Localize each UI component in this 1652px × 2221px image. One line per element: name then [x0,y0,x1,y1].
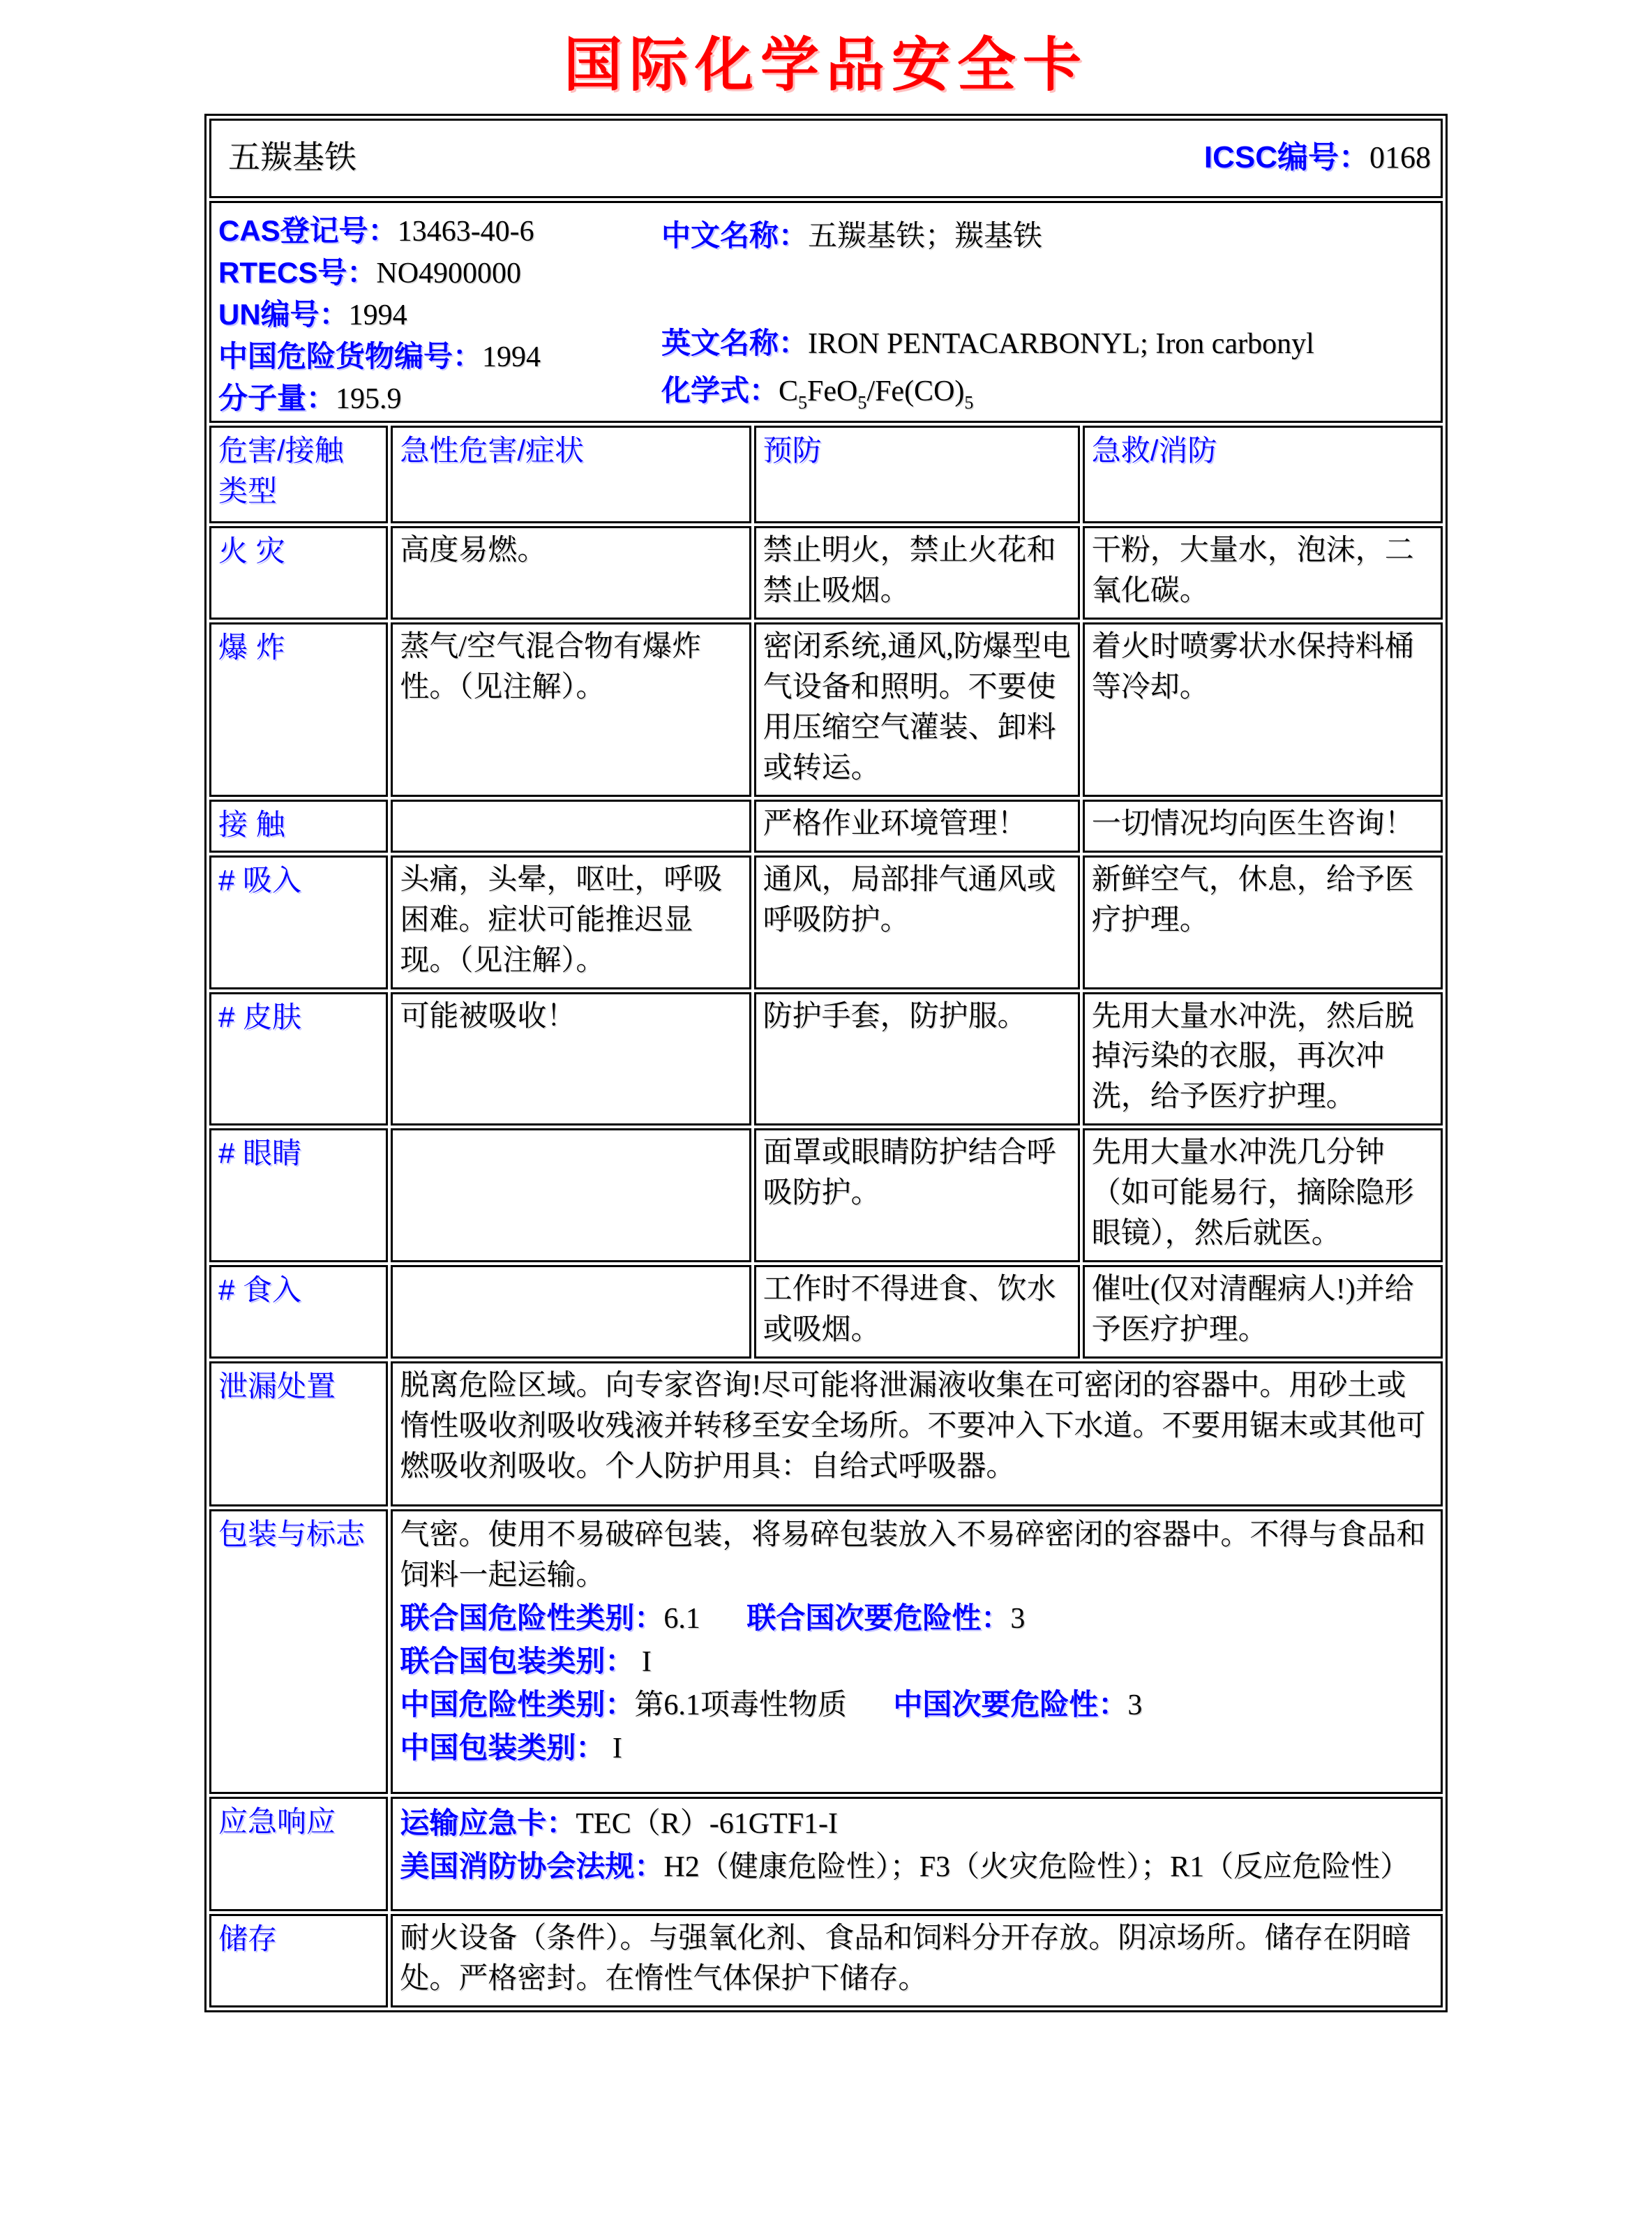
row-ingestion-symptom [391,1265,751,1359]
molecular-weight-value: 195.9 [336,383,402,415]
row-skin-label: # 皮肤 [209,992,388,1126]
transport-emergency-card-value: TEC（R）-61GTF1-I [576,1808,839,1841]
nfpa-code-label: 美国消防协会法规： [400,1850,664,1883]
row-explosion-prevention: 密闭系统,通风,防爆型电气设备和照明。不要使用压缩空气灌装、卸料或转运。 [754,622,1080,797]
chemical-formula-value: $C_5FeO_5/Fe(CO)_5$ [779,375,974,413]
icsc-number-label: ICSC编号： [1203,140,1369,174]
identifiers-block [209,201,1443,423]
row-explosion-response: 着火时喷雾状水保持料桶等冷却。 [1083,622,1443,797]
row-eyes [209,1128,1443,1262]
chemical-formula-row [661,368,973,414]
row-storage-label: 储存 [209,1914,388,2007]
transport-emergency-card [400,1808,838,1840]
row-spill-disposal-label: 泄漏处置 [209,1361,388,1506]
row-inhalation-response: 新鲜空气，休息，给予医疗护理。 [1083,855,1443,989]
row-emergency-response [209,1797,1443,1911]
header-first-aid: 急救/消防 [1083,426,1443,523]
row-spill-disposal-text: 脱离危险区域。向专家咨询!尽可能将泄漏液收集在可密闭的容器中。用砂土或惰性吸收剂吸收残液并转移至安全场所。不要冲入下水道。不要用锯末或其他可燃吸收剂吸收。个人防护用具：自给式呼吸器。 [391,1361,1443,1506]
china-hazard-class [400,1689,847,1721]
chinese-name-label: 中文名称： [661,219,809,252]
nfpa-code-line [400,1846,1434,1888]
china-subsidiary-risk-label: 中国次要危险性： [893,1687,1128,1721]
china-subsidiary-risk-value: 3 [1127,1689,1143,1721]
header-hazard-type-line2: 类型 [218,474,278,507]
cas-number-value: 13463-40-6 [397,216,534,248]
row-inhalation-symptom: 头痛，头晕，呕吐，呼吸困难。症状可能推迟显现。（见注解）。 [391,855,751,989]
row-inhalation [209,855,1443,989]
rtecs-number-label: RTECS号： [218,256,377,289]
row-packaging-label: 包装与标志 [209,1509,388,1794]
icsc-number-value: 0168 [1369,140,1431,174]
row-skin-response: 先用大量水冲洗，然后脱掉污染的衣服，再次冲洗，给予医疗护理。 [1083,992,1443,1126]
header-hazard-type [209,426,388,523]
row-inhalation-prevention: 通风，局部排气通风或呼吸防护。 [754,855,1080,989]
un-number-value: 1994 [348,299,407,331]
un-number-label: UN编号： [218,298,349,331]
rtecs-number-row [218,253,1441,294]
un-subsidiary-risk-value: 3 [1010,1603,1026,1636]
china-hazard-class-line [400,1684,1434,1726]
un-packing-group-label: 联合国包装类别： [400,1645,635,1678]
chemical-formula-label: 化学式： [661,374,779,407]
china-packing-group-line [400,1728,1434,1770]
row-ingestion-label: # 食入 [209,1265,388,1359]
chinese-name-value: 五羰基铁；羰基铁 [808,220,1043,253]
chinese-name-row [661,213,1042,255]
row-contact-symptom [391,800,751,853]
un-subsidiary-risk [746,1603,1025,1635]
transport-emergency-card-label: 运输应急卡： [400,1807,576,1840]
english-name-label: 英文名称： [661,327,809,359]
rtecs-number-value: NO4900000 [376,257,522,290]
row-ingestion-prevention: 工作时不得进食、饮水或吸烟。 [754,1265,1080,1359]
english-name-row [661,320,1314,362]
row-skin-prevention: 防护手套，防护服。 [754,992,1080,1126]
row-contact-prevention: 严格作业环境管理！ [754,800,1080,853]
row-spill-disposal [209,1361,1443,1506]
safety-card [204,114,1448,2012]
un-hazard-class-line [400,1598,1434,1640]
un-packing-group-value: I [634,1646,652,1679]
row-explosion [209,622,1443,797]
cas-number-label: CAS登记号： [218,214,398,247]
name-row [209,119,1443,198]
row-fire-response: 干粉，大量水，泡沫，二氧化碳。 [1083,526,1443,620]
china-hazard-class-value: 第6.1项毒性物质 [634,1689,847,1721]
row-eyes-symptom [391,1128,751,1262]
row-fire [209,526,1443,620]
nfpa-code [400,1851,1409,1883]
header-prevention: 预防 [754,426,1080,523]
un-subsidiary-risk-label: 联合国次要危险性： [746,1601,1011,1635]
row-skin-symptom: 可能被吸收！ [391,992,751,1126]
nfpa-code-value: H2（健康危险性）；F3（火灾危险性）；R1（反应危险性） [663,1851,1410,1884]
row-storage-text: 耐火设备（条件）。与强氧化剂、食品和饲料分开存放。阴凉场所。储存在阴暗处。严格密封。在惰性气体保护下储存。 [391,1914,1443,2007]
row-explosion-symptom: 蒸气/空气混合物有爆炸性。（见注解）。 [391,622,751,797]
china-dg-number-label: 中国危险货物编号： [218,340,483,373]
header-hazard-type-line1: 危害/接触 [218,434,344,467]
row-contact-response: 一切情况均向医生咨询！ [1083,800,1443,853]
row-packaging-content [391,1509,1443,1794]
molecular-weight-label: 分子量： [218,382,336,414]
un-hazard-class-label: 联合国危险性类别： [400,1601,664,1635]
row-emergency-content [391,1797,1443,1911]
un-packing-group-line [400,1641,1434,1683]
row-explosion-label: 爆 炸 [209,622,388,797]
china-packing-group-value: I [605,1732,622,1765]
china-dg-number-value: 1994 [482,341,541,373]
substance-name: 五羰基铁 [228,140,356,175]
page-title: 国际化学品安全卡 [563,30,1088,99]
un-hazard-class [400,1603,700,1635]
icsc-number [1204,132,1431,177]
row-eyes-response: 先用大量水冲洗几分钟（如可能易行，摘除隐形眼镜），然后就医。 [1083,1128,1443,1262]
row-ingestion-response: 催吐(仅对清醒病人!)并给予医疗护理。 [1083,1265,1443,1359]
row-ingestion [209,1265,1443,1359]
row-emergency-label: 应急响应 [209,1797,388,1911]
header-acute-hazards: 急性危害/症状 [391,426,751,523]
english-name-value: IRON PENTACARBONYL; Iron carbonyl [808,328,1314,360]
row-eyes-label: # 眼睛 [209,1128,388,1262]
hazard-table [206,423,1446,2010]
row-contact-label: 接 触 [209,800,388,853]
row-inhalation-label: # 吸入 [209,855,388,989]
un-packing-group [400,1646,652,1678]
transport-emergency-card-line [400,1803,1434,1845]
un-hazard-class-value: 6.1 [663,1603,700,1636]
row-skin [209,992,1443,1126]
row-contact [209,800,1443,853]
china-subsidiary-risk [893,1689,1142,1721]
row-storage [209,1914,1443,2007]
row-fire-prevention: 禁止明火，禁止火花和禁止吸烟。 [754,526,1080,620]
china-packing-group-label: 中国包装类别： [400,1730,606,1764]
row-fire-label: 火 灾 [209,526,388,620]
row-fire-symptom: 高度易燃。 [391,526,751,620]
row-packaging-labelling [209,1509,1443,1794]
hazard-table-header-row [209,426,1443,523]
row-eyes-prevention: 面罩或眼睛防护结合呼吸防护。 [754,1128,1080,1262]
china-packing-group [400,1730,622,1765]
china-hazard-class-label: 中国危险性类别： [400,1687,635,1721]
packaging-intro: 气密。使用不易破碎包装，将易碎包装放入不易碎密闭的容器中。不得与食品和饲料一起运输。 [400,1519,1426,1592]
